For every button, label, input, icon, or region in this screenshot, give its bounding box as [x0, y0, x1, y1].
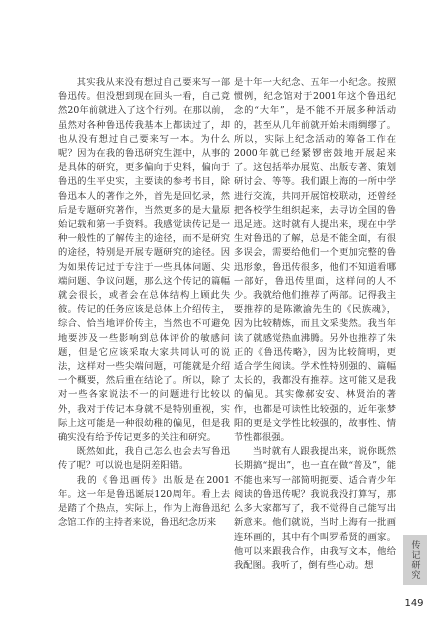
paragraph-continued: 是十年一大纪念、五年一小纪念。按照惯例，纪念馆对于2001年这个鲁迅纪念的“大年”，是不能不开展多种活动的，甚至从几年前就开始未雨绸缪了。所以，实际上纪念活动的筹备工作在2000年就已经紧锣密鼓地开展起来了。这包括举办展览、出版专著、策划研讨会、等等。我们跟上海的一所中学进行交流，共同开展馆校联动，还曾经把各校学生组织起来，去寻访全国的鲁迅足迹。这时就有人提出来，现在中学生对鲁迅的了解，总是不能全面，有很多误会，需要给他们一个更加完整的鲁迅形象，鲁迅传很多，他们不知道看哪一部好，鲁迅传里面，这样问的人不少。我就给他们推荐了两部。记得我主要推荐的是陈漱渝先生的《民族魂》，因为比较精炼，而且文采斐然。我当年读了就感觉热血沸腾。另外也推荐了朱正的《鲁迅传略》，因为比较简明，更适合学生阅读。学术性特别强的、篇幅太长的，我都没有推荐。这可能又是我的偏见。其实像郝安安、林贤治的著作，也都是可读性比较强的，近年张梦阳的更是文学性比较强的，故事性、情节性都很强。	[234, 77, 396, 444]
right-text-column	[234, 76, 396, 573]
section-tab	[403, 535, 427, 585]
page-number: 149	[404, 598, 424, 609]
paragraph: 既然如此，我自己怎么也会去写鲁迅传了呢？可以说也是阴差阳错。	[58, 446, 230, 472]
paragraph: 当时就有人跟我提出来，说你既然长期搞“提出”，也一直在做“普及”，能不能也来写一部简明扼要、适合青少年阅读的鲁迅传呢？我说我没打算写，那么多大家都写了，我不觉得自己能写出新意来。他们就说，当时上海有一批画连环画的，其中有个叫罗希贤的画家。他可以来跟我合作，由我写文本，他给我配图。我听了，倒有些心动。想	[234, 446, 396, 571]
paragraph: 我的《鲁迅画传》出版是在2001年。这一年是鲁迅诞辰120周年。看上去是踏了个热点，实际上，作为上海鲁迅纪念馆工作的主持者来说，鲁迅纪念历来	[58, 474, 230, 529]
section-tab-label: 传记研究	[409, 540, 420, 580]
left-text-column	[58, 76, 230, 531]
paragraph: 其实我从来没有想过自己要来写一部鲁迅传。但没想到现在回头一看，自己竟然20年前就进入了这个行列。在那以前，虽然对各种鲁迅传我基本上都读过了，却也从没有想过自己要来写一本。为什么呢？因为在我的鲁迅研究生涯中，从事的是具体的研究，更多偏向于史料，偏向于鲁迅的生平史实，主要读的参考书目，除鲁迅本人的著作之外，首先是回忆录，然后是专题研究著作，当然更多的是大量原始记载和第一手资料。我感觉读传记是一种一般性的了解传主的途径，而不是研究的途径，特别是开展专题研究的途径。因为如果传记过于专注于一些具体问题、尖端问题、争议问题，那么这个传记的篇幅就会很长，或者会在总体结构上顾此失彼。传记的任务应该是总体上介绍传主，综合、恰当地评价传主，当然也不可避免地要涉及一些影响到总体评价的敏感问题，但是它应该采取大家共同认可的说法，这样对一些尖端问题，可能就是介绍一个概要，然后重在结论了。所以，除了对一些各家说法不一的问题进行比较以外，我对于传记本身就不是特别重视，实际上这可能是一种很幼稚的偏见，但是我确实没有给予传记更多的关注和研究。	[58, 77, 230, 444]
